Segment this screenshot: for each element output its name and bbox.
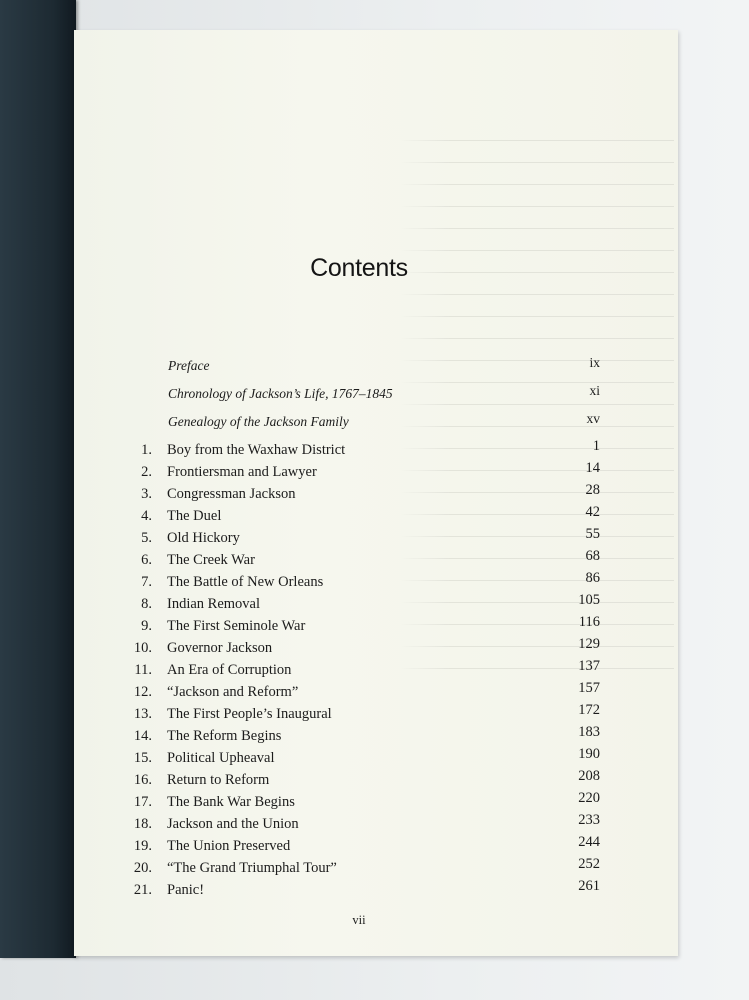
chapter-title: An Era of Corruption [167, 662, 292, 678]
chapter-page: 261 [578, 878, 600, 894]
chapter-page: 233 [578, 812, 600, 828]
toc-entry [126, 856, 600, 880]
chapter-page: 183 [578, 724, 600, 740]
chapter-title: Frontiersman and Lawyer [167, 464, 317, 480]
front-matter-page: xv [586, 411, 600, 426]
chapter-number: 9. [141, 618, 152, 634]
chapter-number: 18. [133, 816, 152, 832]
chapter-number: 20. [133, 860, 152, 876]
toc-entry [126, 570, 600, 594]
chapter-title: The Bank War Begins [167, 794, 295, 810]
chapter-number: 4. [141, 508, 152, 524]
chapter-page: 116 [578, 614, 600, 630]
chapter-number: 3. [141, 486, 152, 502]
book-cover-edge [0, 0, 76, 958]
chapter-page: 14 [585, 460, 600, 476]
toc-entry [126, 812, 600, 836]
toc-entry [126, 724, 600, 748]
toc-entry [126, 878, 600, 902]
front-matter-title: Chronology of Jackson’s Life, 1767–1845 [168, 386, 393, 401]
chapter-page: 68 [585, 548, 600, 564]
chapter-title: Indian Removal [167, 596, 261, 612]
toc-entry [126, 702, 600, 726]
chapter-page: 86 [585, 570, 600, 586]
chapter-title: The Union Preserved [167, 838, 291, 854]
front-matter-page: ix [589, 355, 600, 370]
chapter-title: Political Upheaval [167, 750, 275, 766]
chapter-page: 55 [585, 526, 600, 542]
toc-entry [126, 438, 600, 462]
chapter-title: The Reform Begins [167, 728, 282, 744]
chapter-title: Return to Reform [167, 772, 270, 788]
toc-entry [126, 746, 600, 770]
toc-entry [126, 526, 600, 550]
chapter-number: 14. [133, 728, 152, 744]
chapter-page: 220 [578, 790, 600, 806]
toc-entry [126, 680, 600, 704]
chapter-title: Jackson and the Union [167, 816, 299, 832]
chapter-title: Congressman Jackson [167, 486, 296, 502]
chapter-title: The Duel [167, 508, 222, 524]
toc-entry [126, 636, 600, 660]
page-title: Contents [310, 254, 408, 282]
chapter-page: 172 [578, 702, 600, 718]
chapter-number: 21. [133, 882, 152, 898]
chapter-number: 2. [141, 464, 152, 480]
chapter-number: 17. [133, 794, 152, 810]
chapter-title: Boy from the Waxhaw District [167, 442, 346, 458]
chapter-number: 8. [141, 596, 152, 612]
toc-entry [126, 658, 600, 682]
chapter-page: 42 [585, 504, 600, 520]
chapter-page: 252 [578, 856, 600, 872]
chapter-title: The Creek War [167, 552, 255, 568]
toc-entry [126, 834, 600, 858]
toc-entry [126, 592, 600, 616]
chapter-page: 137 [578, 658, 600, 674]
chapter-title: “The Grand Triumphal Tour” [167, 860, 337, 876]
book-page [74, 30, 678, 956]
chapter-title: Old Hickory [167, 530, 240, 546]
toc-entry [126, 614, 600, 638]
chapter-title: Governor Jackson [167, 640, 273, 656]
toc-entry [126, 768, 600, 792]
chapter-number: 13. [133, 706, 152, 722]
chapter-title: Panic! [167, 882, 205, 898]
chapter-title: “Jackson and Reform” [167, 684, 299, 700]
chapter-page: 105 [578, 592, 600, 608]
chapter-page: 1 [592, 438, 600, 454]
page-number: vii [352, 913, 366, 927]
toc-entry [126, 548, 600, 572]
chapter-page: 190 [578, 746, 600, 762]
chapter-number: 5. [141, 530, 152, 546]
chapter-number: 11. [134, 662, 152, 678]
chapter-page: 244 [578, 834, 600, 850]
front-matter-title: Preface [168, 358, 210, 373]
chapter-page: 129 [578, 636, 600, 652]
toc-entry [126, 504, 600, 528]
chapter-number: 7. [141, 574, 152, 590]
chapter-number: 10. [133, 640, 152, 656]
chapter-page: 208 [578, 768, 600, 784]
toc-entry [126, 790, 600, 814]
chapter-page: 157 [578, 680, 600, 696]
chapter-number: 6. [141, 552, 152, 568]
chapter-number: 19. [133, 838, 152, 854]
chapter-number: 12. [133, 684, 152, 700]
chapter-title: The First People’s Inaugural [167, 706, 332, 722]
front-matter-title: Genealogy of the Jackson Family [168, 414, 349, 429]
chapter-number: 16. [133, 772, 152, 788]
chapter-number: 1. [141, 442, 152, 458]
chapter-title: The First Seminole War [167, 618, 306, 634]
front-matter-page: xi [589, 383, 600, 398]
chapter-title: The Battle of New Orleans [167, 574, 324, 590]
chapter-page: 28 [585, 482, 600, 498]
chapter-number: 15. [133, 750, 152, 766]
toc-entry [126, 482, 600, 506]
toc-entry [126, 460, 600, 484]
